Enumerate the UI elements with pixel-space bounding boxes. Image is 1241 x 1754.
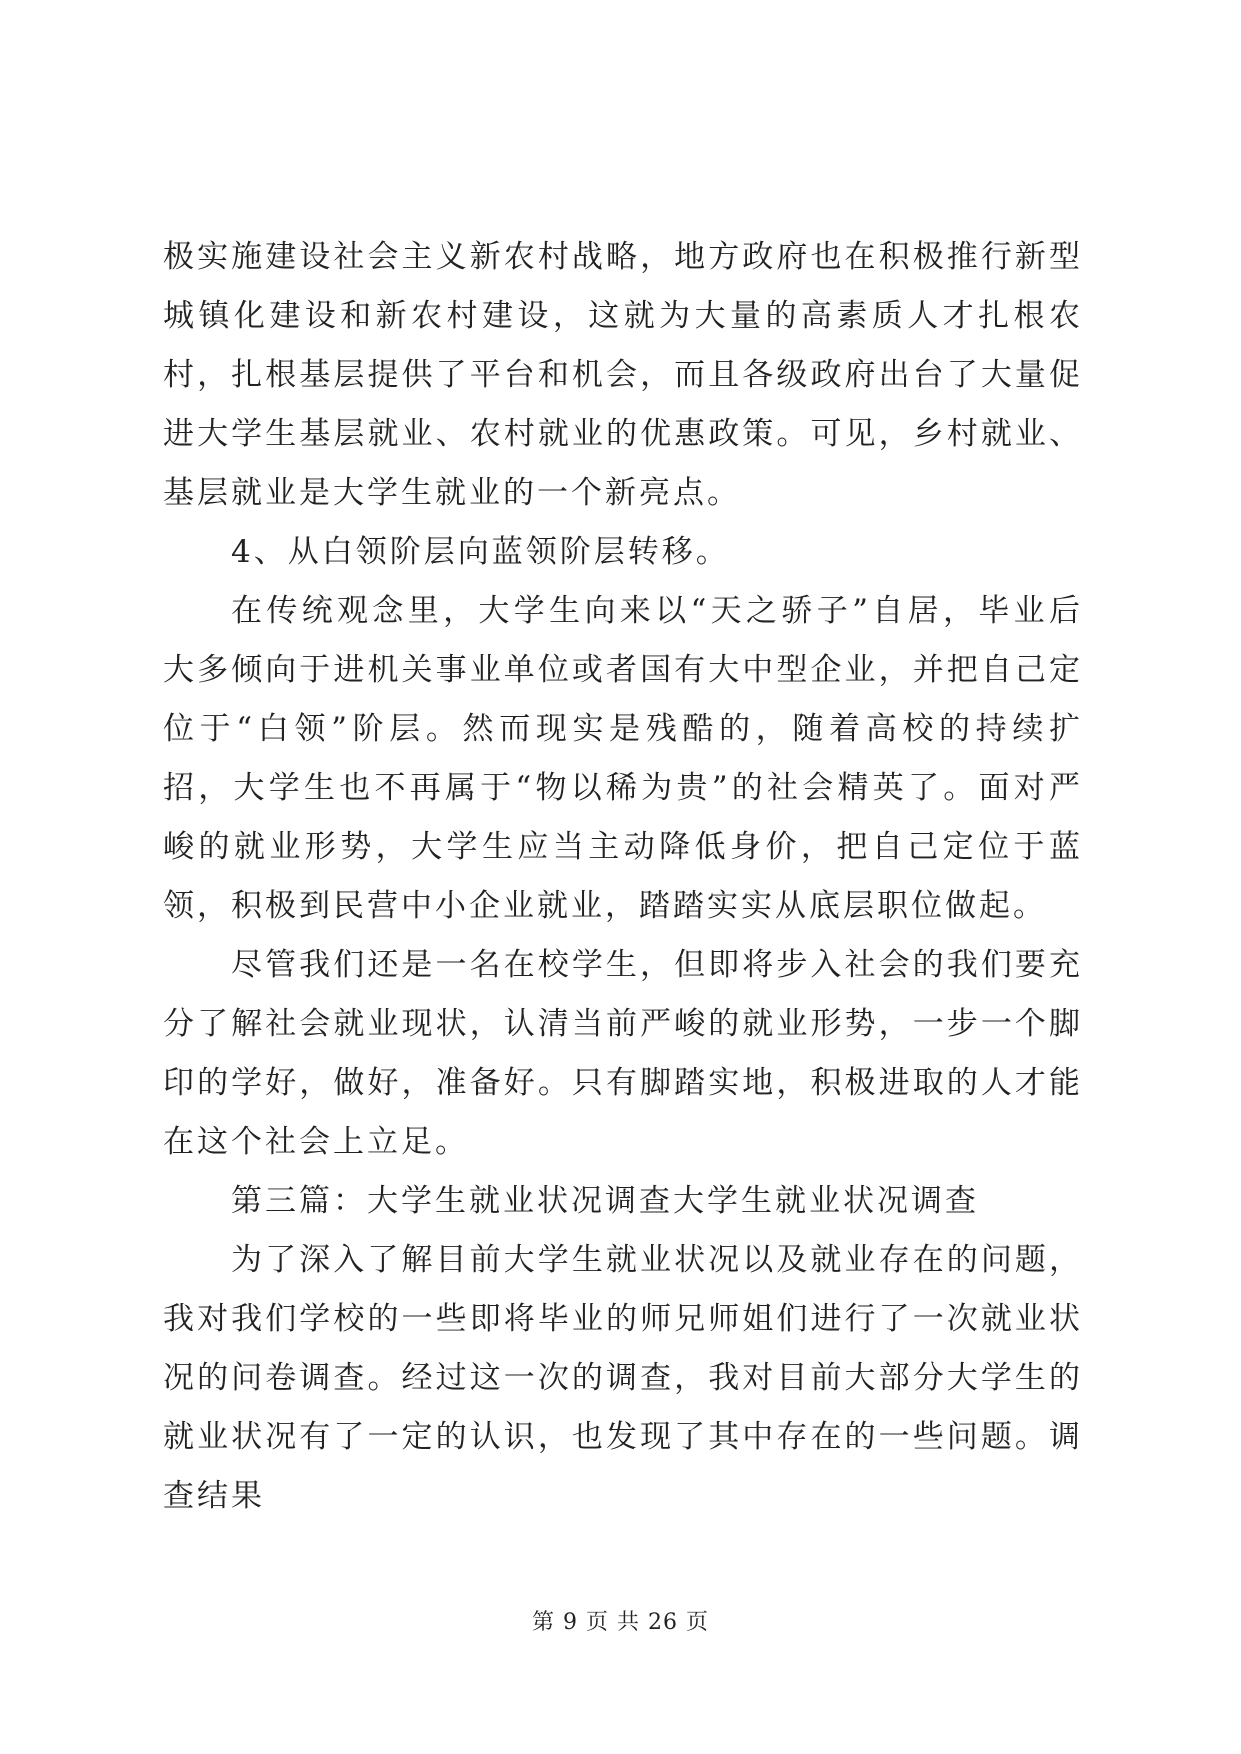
paragraph-5: 为了深入了解目前大学生就业状况以及就业存在的问题，我对我们学校的一些即将毕业的师兄师姐们进行了一次就业状况的问卷调查。经过这一次的调查，我对目前大部分大学生的就业状况有了一定的认识，也发现了其中存在的一些问题。调查结果 <box>163 1242 1083 1514</box>
paragraph-4: 尽管我们还是一名在校学生，但即将步入社会的我们要充分了解社会就业现状，认清当前严峻的就业形势，一步一个脚印的学好，做好，准备好。只有脚踏实地，积极进取的人才能在这个社会上立足。 <box>163 947 1083 1160</box>
paragraph-1: 极实施建设社会主义新农村战略，地方政府也在积极推行新型城镇化建设和新农村建设，这就为大量的高素质人才扎根农村，扎根基层提供了平台和机会，而且各级政府出台了大量促进大学生基层就业、农村就业的优惠政策。可见，乡村就业、基层就业是大学生就业的一个新亮点。 <box>163 239 1083 511</box>
paragraph-3: 在传统观念里，大学生向来以“天之骄子”自居，毕业后大多倾向于进机关事业单位或者国有大中型企业，并把自己定位于“白领”阶层。然而现实是残酷的，随着高校的持续扩招，大学生也不再属于“物以稀为贵”的社会精英了。面对严峻的就业形势，大学生应当主动降低身价，把自己定位于蓝领，积极到民营中小企业就业，踏踏实实从底层职位做起。 <box>163 593 1083 924</box>
page-number-footer: 第 9 页 共 26 页 <box>532 1610 709 1635</box>
document-body <box>163 228 1083 1526</box>
section-title: 第三篇：大学生就业状况调查大学生就业状况调查 <box>231 1183 979 1219</box>
paragraph-2-heading: 4、从白领阶层向蓝领阶层转移。 <box>231 534 730 570</box>
